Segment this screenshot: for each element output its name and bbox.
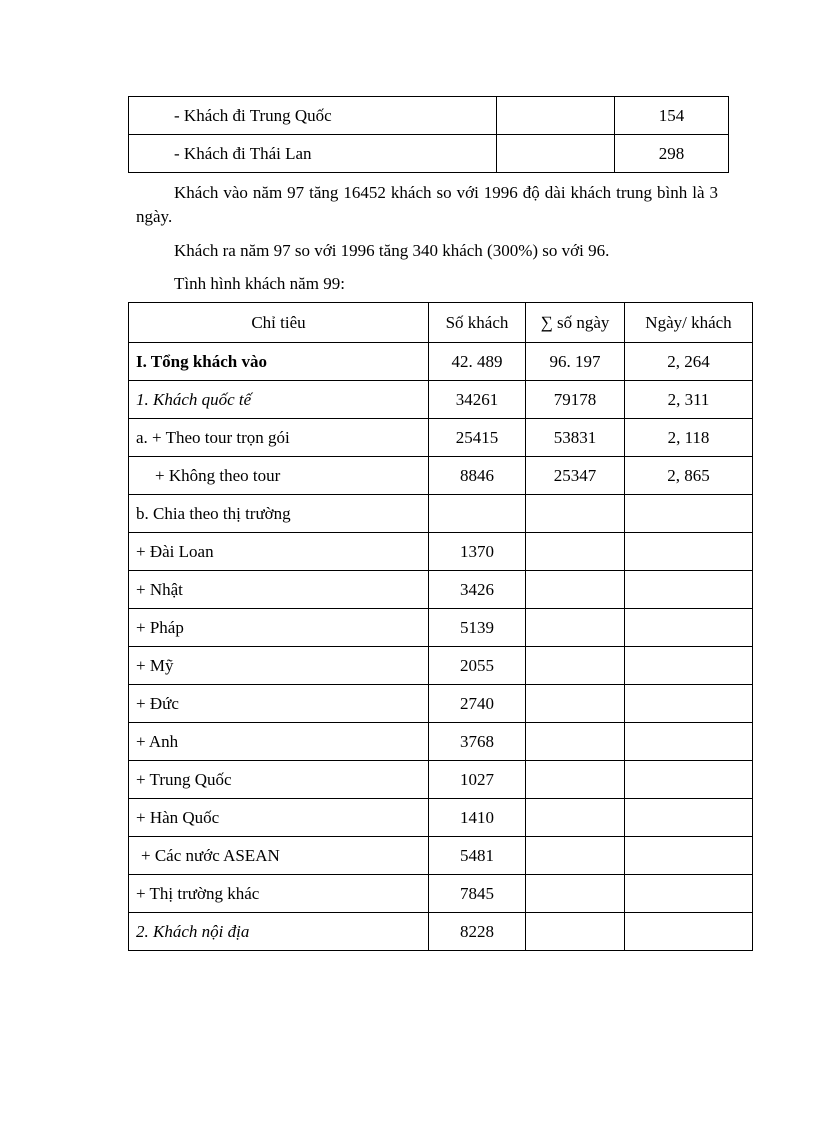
- cell-so-ngay: 25347: [526, 457, 625, 495]
- table-row: [129, 875, 753, 913]
- cell-so-ngay: [526, 837, 625, 875]
- cell-so-khach: 42. 489: [429, 343, 526, 381]
- table-row: [129, 837, 753, 875]
- row-label: + Trung Quốc: [129, 761, 429, 799]
- table-row: [129, 533, 753, 571]
- paragraph-khach-vao: Khách vào năm 97 tăng 16452 khách so với 1996 độ dài khách trung bình là 3 ngày.: [136, 183, 718, 226]
- cell-ngay-khach: [625, 761, 753, 799]
- row-label: + Anh: [129, 723, 429, 761]
- row-label: + Nhật: [129, 571, 429, 609]
- row-label: + Các nước ASEAN: [129, 837, 429, 875]
- header-ngay-khach: Ngày/ khách: [625, 303, 753, 343]
- row-label: b. Chia theo thị trường: [129, 495, 429, 533]
- cell-ngay-khach: [625, 495, 753, 533]
- table-row: [129, 647, 753, 685]
- cell-so-ngay: [526, 799, 625, 837]
- row-label: + Hàn Quốc: [129, 799, 429, 837]
- cell-so-khach: 8846: [429, 457, 526, 495]
- table-row: [129, 381, 753, 419]
- row-label: - Khách đi Trung Quốc: [129, 97, 497, 135]
- table-row: [129, 495, 753, 533]
- cell-so-ngay: [526, 913, 625, 951]
- cell-ngay-khach: 2, 311: [625, 381, 753, 419]
- cell-so-khach: [429, 495, 526, 533]
- cell-so-khach: 2740: [429, 685, 526, 723]
- cell-ngay-khach: [625, 571, 753, 609]
- table-row: [129, 457, 753, 495]
- cell-so-khach: 3426: [429, 571, 526, 609]
- cell-so-ngay: [526, 647, 625, 685]
- cell-so-ngay: [526, 723, 625, 761]
- table-row: [129, 685, 753, 723]
- table-row: [129, 419, 753, 457]
- row-label: 1. Khách quốc tế: [129, 381, 429, 419]
- cell-so-ngay: 79178: [526, 381, 625, 419]
- table-header-row: [129, 303, 753, 343]
- table-row: [129, 913, 753, 951]
- row-label: + Đức: [129, 685, 429, 723]
- row-label: + Đài Loan: [129, 533, 429, 571]
- top-table: [128, 96, 729, 173]
- cell-so-khach: 8228: [429, 913, 526, 951]
- cell-so-ngay: [526, 609, 625, 647]
- cell-ngay-khach: [625, 799, 753, 837]
- row-label: I. Tổng khách vào: [129, 343, 429, 381]
- cell-so-ngay: [526, 875, 625, 913]
- row-empty-cell: [497, 135, 615, 173]
- cell-so-khach: 2055: [429, 647, 526, 685]
- main-table: [128, 302, 753, 951]
- cell-ngay-khach: 2, 118: [625, 419, 753, 457]
- header-so-ngay: ∑ số ngày: [526, 303, 625, 343]
- cell-so-khach: 5481: [429, 837, 526, 875]
- row-label: 2. Khách nội địa: [129, 913, 429, 951]
- table-row: [129, 799, 753, 837]
- cell-so-khach: 1370: [429, 533, 526, 571]
- cell-ngay-khach: [625, 875, 753, 913]
- row-label: + Không theo tour: [129, 457, 429, 495]
- row-value: 298: [615, 135, 729, 173]
- cell-ngay-khach: [625, 837, 753, 875]
- row-label: + Pháp: [129, 609, 429, 647]
- row-label: + Mỹ: [129, 647, 429, 685]
- table-row: [129, 343, 753, 381]
- cell-ngay-khach: 2, 865: [625, 457, 753, 495]
- row-label: + Thị trường khác: [129, 875, 429, 913]
- cell-so-ngay: [526, 495, 625, 533]
- cell-ngay-khach: [625, 685, 753, 723]
- cell-ngay-khach: [625, 723, 753, 761]
- cell-so-khach: 25415: [429, 419, 526, 457]
- cell-so-khach: 3768: [429, 723, 526, 761]
- cell-so-khach: 7845: [429, 875, 526, 913]
- cell-so-khach: 5139: [429, 609, 526, 647]
- cell-so-khach: 1027: [429, 761, 526, 799]
- row-value: 154: [615, 97, 729, 135]
- table-row: [129, 135, 729, 173]
- paragraph-khach-ra: Khách ra năm 97 so với 1996 tăng 340 khách (300%) so với 96.: [174, 241, 610, 260]
- table-row: [129, 761, 753, 799]
- row-empty-cell: [497, 97, 615, 135]
- header-chi-tieu: Chỉ tiêu: [129, 303, 429, 343]
- cell-ngay-khach: [625, 533, 753, 571]
- cell-so-ngay: [526, 761, 625, 799]
- cell-so-ngay: [526, 571, 625, 609]
- cell-so-khach: 34261: [429, 381, 526, 419]
- cell-so-ngay: [526, 533, 625, 571]
- cell-ngay-khach: [625, 647, 753, 685]
- table-row: [129, 609, 753, 647]
- cell-so-ngay: 96. 197: [526, 343, 625, 381]
- table-row: [129, 97, 729, 135]
- cell-ngay-khach: [625, 913, 753, 951]
- cell-ngay-khach: [625, 609, 753, 647]
- row-label: a. + Theo tour trọn gói: [129, 419, 429, 457]
- row-label: - Khách đi Thái Lan: [129, 135, 497, 173]
- cell-so-khach: 1410: [429, 799, 526, 837]
- table-row: [129, 723, 753, 761]
- cell-so-ngay: [526, 685, 625, 723]
- paragraph-table-caption: Tình hình khách năm 99:: [174, 274, 345, 293]
- header-so-khach: Số khách: [429, 303, 526, 343]
- table-row: [129, 571, 753, 609]
- cell-ngay-khach: 2, 264: [625, 343, 753, 381]
- cell-so-ngay: 53831: [526, 419, 625, 457]
